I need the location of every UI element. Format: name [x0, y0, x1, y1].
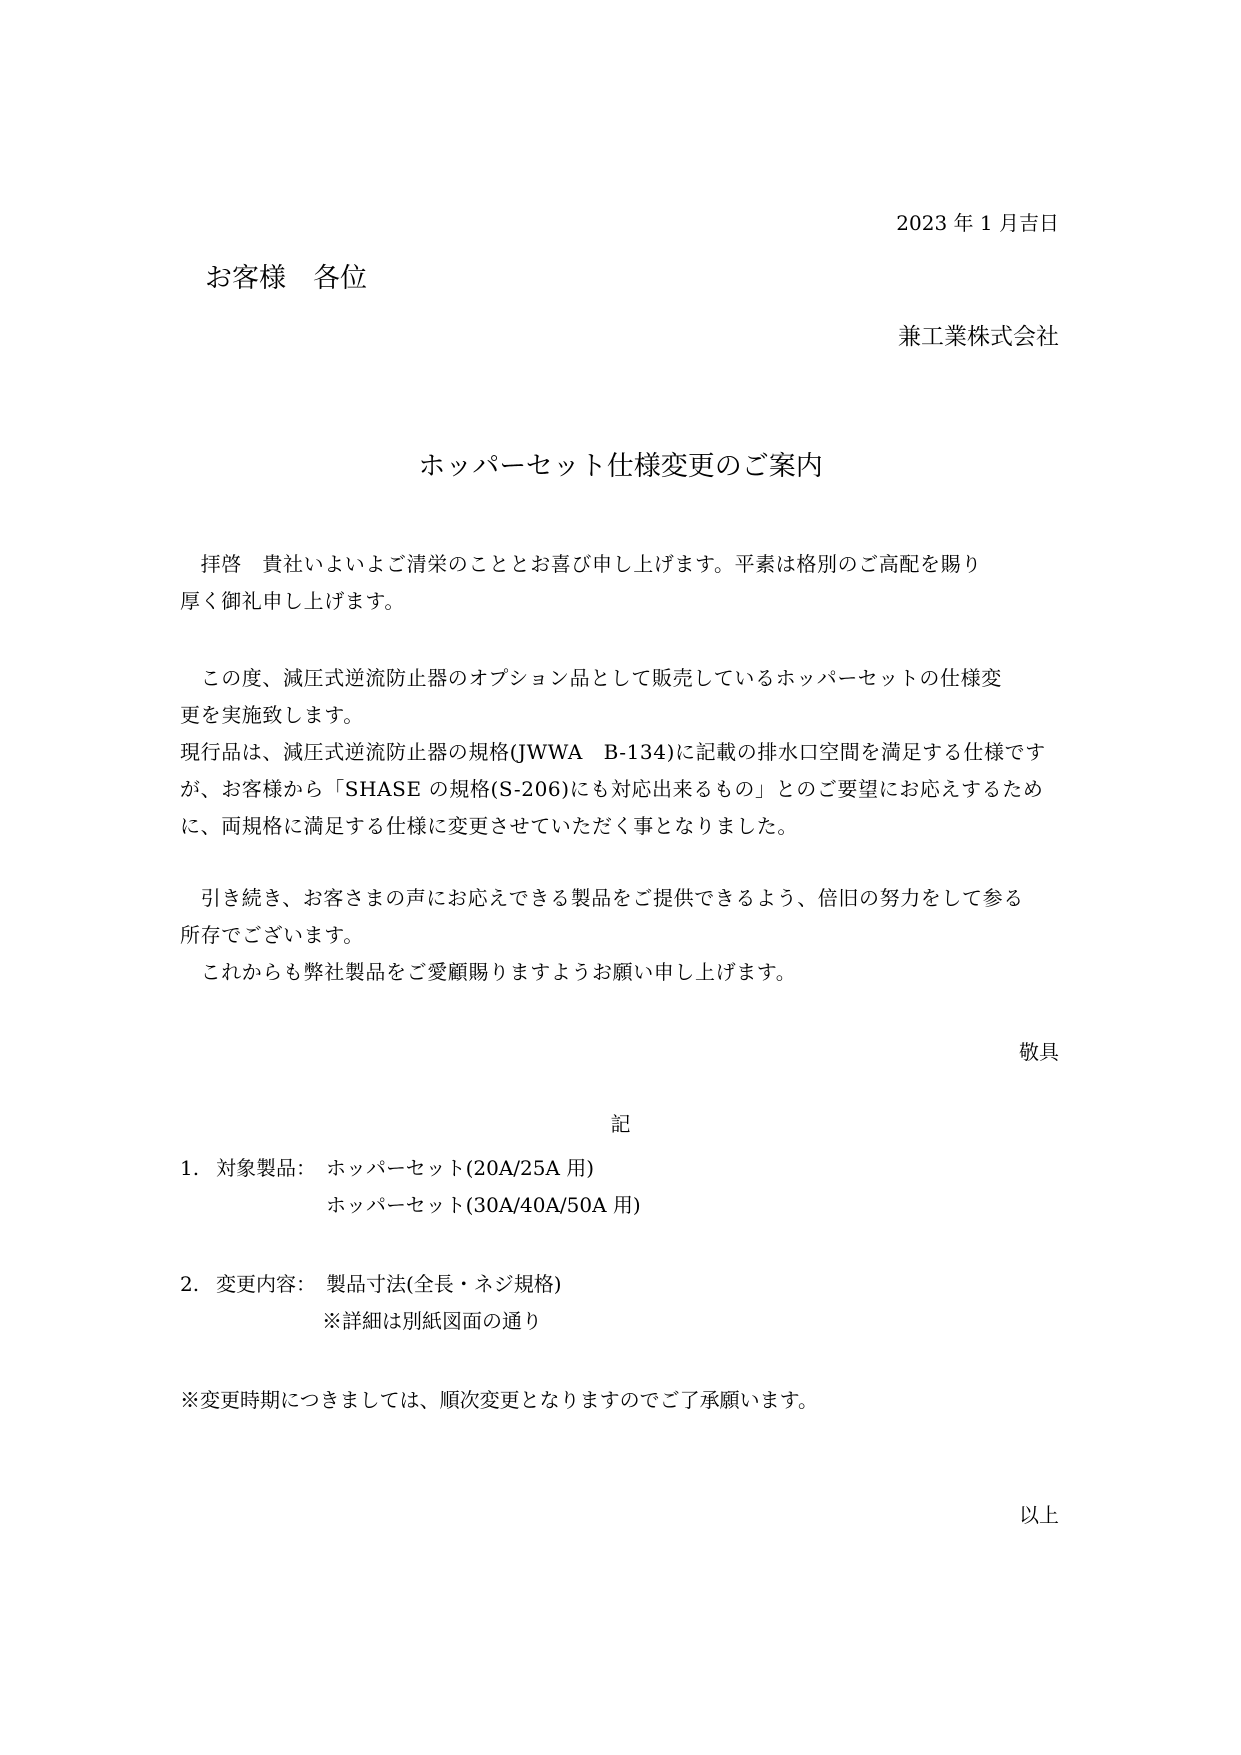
item-label: 対象製品： — [216, 1156, 316, 1180]
greeting-paragraph — [180, 546, 1070, 620]
greeting-line: 拝啓 貴社いよいよご清栄のこととお喜び申し上げます。平素は格別のご高配を賜り — [180, 552, 982, 576]
body-line: この度、減圧式逆流防止器のオプション品として販売しているホッパーセットの仕様変 — [180, 666, 1002, 690]
body-line: が、お客様から「SHASE の規格(S-206)にも対応出来るもの」とのご要望にお応えするため — [180, 777, 1044, 801]
item-value: 製品寸法(全長・ネジ規格) — [326, 1272, 562, 1296]
item-value: ホッパーセット(20A/25A 用) — [326, 1156, 595, 1180]
closing-line: これからも弊社製品をご愛顧賜りますようお願い申し上げます。 — [180, 960, 797, 984]
body-line: 更を実施致します。 — [180, 703, 364, 727]
item-value: ホッパーセット(30A/40A/50A 用) — [326, 1193, 641, 1217]
closing-line: 引き続き、お客さまの声にお応えできる製品をご提供できるよう、倍旧の努力をして参る — [180, 886, 1024, 910]
item-value: ※詳細は別紙図面の通り — [322, 1309, 542, 1333]
sender: 兼工業株式会社 — [898, 324, 1059, 350]
body-line: に、両規格に満足する仕様に変更させていただく事となりました。 — [180, 814, 798, 838]
greeting-line: 厚く御礼申し上げます。 — [180, 589, 405, 613]
body-line: 現行品は、減圧式逆流防止器の規格(JWWA B-134)に記載の排水口空間を満足する仕様です — [180, 740, 1046, 764]
page-title: ホッパーセット仕様変更のご案内 — [418, 451, 823, 482]
closing-line: 所存でございます。 — [180, 923, 364, 947]
item-label: 変更内容： — [216, 1272, 316, 1296]
end-mark: 以上 — [1019, 1503, 1059, 1527]
date: 2023 年 1 月吉日 — [896, 211, 1059, 235]
record-heading: 記 — [610, 1112, 631, 1136]
schedule-note: ※変更時期につきましては、順次変更となりますのでご了承願います。 — [180, 1388, 818, 1412]
item-number: 1. — [180, 1156, 200, 1180]
complimentary-close: 敬具 — [1019, 1040, 1059, 1064]
recipient: お客様 各位 — [205, 263, 367, 294]
body-paragraph — [180, 660, 1070, 845]
closing-paragraph — [180, 880, 1070, 991]
item-number: 2. — [180, 1272, 200, 1296]
